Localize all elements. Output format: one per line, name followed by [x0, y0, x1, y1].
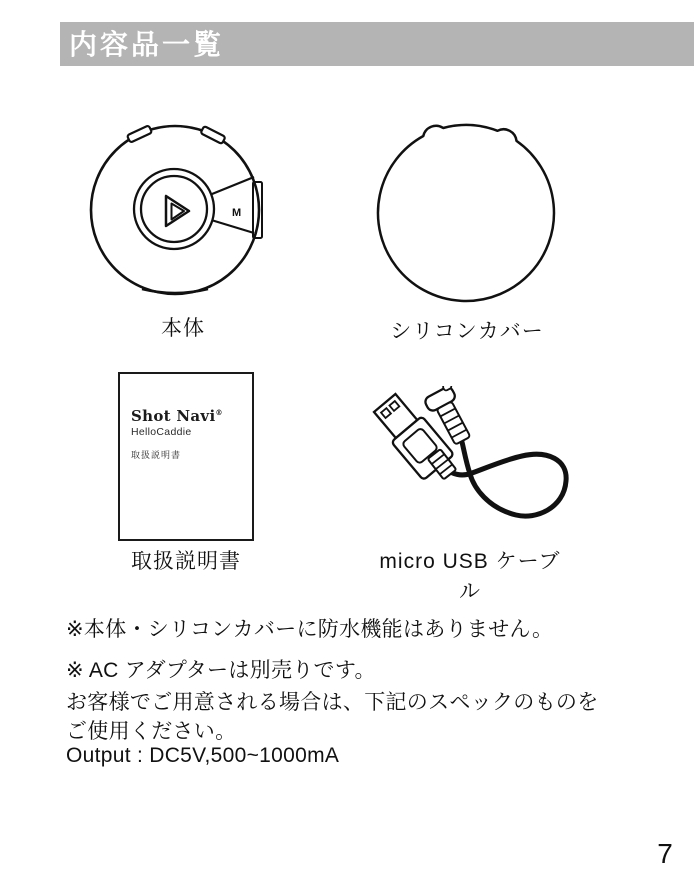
note-output-spec: Output : DC5V,500~1000mA	[66, 744, 340, 767]
note-waterproof: ※本体・シリコンカバーに防水機能はありません。	[66, 618, 554, 641]
manual-brand-text: Shot Navi®	[131, 407, 223, 425]
trademark-mark: ®	[215, 408, 223, 417]
mode-button-label: M	[232, 207, 242, 219]
manual-doc-title: 取扱説明書	[131, 450, 182, 460]
note-adapter-sold-separately: ※ AC アダプターは別売りです。	[66, 659, 376, 682]
item-label-manual: 取扱説明書	[131, 550, 241, 573]
main-unit-illustration	[88, 120, 278, 302]
item-label-usb-cable: micro USB ケーブル	[379, 550, 561, 603]
manual-product-text: HelloCaddie	[131, 426, 192, 438]
usb-cable-illustration	[362, 386, 574, 544]
item-label-main-unit: 本体	[161, 317, 205, 340]
note-adapter-spec-line1: お客様でご用意される場合は、下記のスペックのものを	[66, 691, 599, 714]
page-title: 内容品一覧	[69, 29, 225, 60]
header-bar	[60, 22, 694, 66]
cover-outline	[378, 125, 554, 301]
cable-loop	[442, 442, 566, 516]
silicone-cover-illustration	[374, 120, 560, 306]
item-label-silicone-cover: シリコンカバー	[390, 320, 544, 343]
page-number: 7	[657, 838, 673, 869]
manual-illustration	[118, 372, 254, 541]
note-adapter-spec-line2: ご使用ください。	[66, 720, 237, 743]
